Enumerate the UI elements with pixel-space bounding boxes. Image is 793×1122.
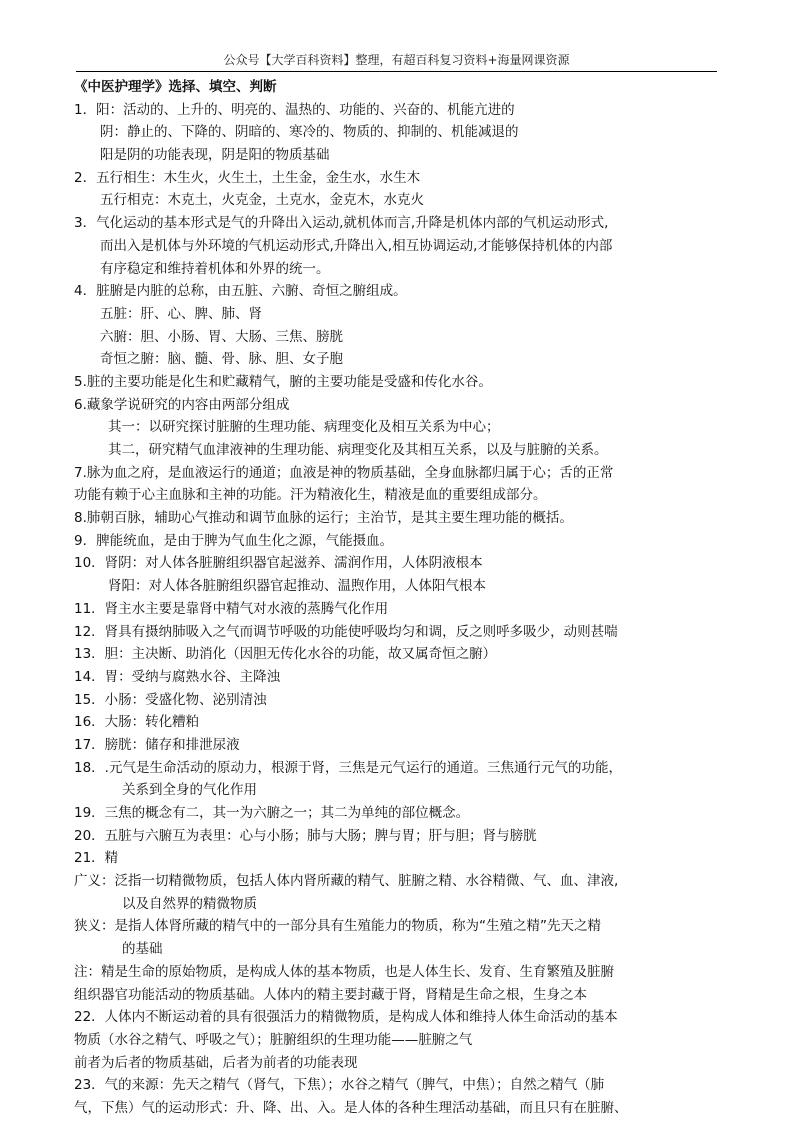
text-line: 15．小肠：受盛化物、泌别清浊: [74, 691, 267, 708]
text-line: 6.藏象学说研究的内容由两部分组成: [74, 396, 290, 413]
text-line: 2．五行相生：木生火，火生土，土生金，金生水，水生木: [74, 169, 421, 186]
text-line: 17．膀胱：储存和排泄尿液: [74, 736, 240, 753]
text-line: 奇恒之腑：脑、髓、骨、脉、胆、女子胞: [100, 351, 343, 368]
text-line: 其二，研究精气血津液神的生理功能、病理变化及其相互关系，以及与脏腑的关系。: [108, 442, 608, 458]
text-line: 肾阳：对人体各脏腑组织器官起推动、温煦作用，人体阳气根本: [108, 578, 486, 595]
text-lines: [74, 99, 724, 1120]
text-line: 阴：静止的、下降的、阴暗的、寒冷的、物质的、抑制的、机能减退的: [100, 124, 519, 141]
text-line: 组织器官功能活动的物质基础。人体内的精主要封藏于肾，肾精是生命之根，生身之本: [74, 986, 587, 1003]
text-line: 14．胃：受纳与腐熟水谷、主降浊: [74, 668, 281, 685]
text-line: 5.脏的主要功能是化生和贮藏精气，腑的主要功能是受盛和传化水谷。: [74, 373, 492, 390]
text-line: 五脏：肝、心、脾、肺、肾: [100, 305, 262, 322]
text-line: 功能有赖于心主血脉和主神的功能。汗为精液化生，精液是血的重要组成部分。: [74, 487, 547, 504]
text-line: 18．.元气是生命活动的原动力，根源于肾，三焦是元气运行的通道。三焦通行元气的功能，: [74, 759, 622, 776]
text-line: 物质（水谷之精气、呼吸之气）；脏腑组织的生理功能——脏腑之气: [74, 1031, 473, 1048]
text-line: 广义：泛指一切精微物质，包括人体内肾所藏的精气、脏腑之精、水谷精微、气、血、津液,: [74, 873, 619, 890]
text-line: 20．五脏与六腑互为表里：心与小肠；肺与大肠；脾与胃；肝与胆；肾与膀胱: [74, 827, 537, 844]
text-line: 前者为后者的物质基础，后者为前者的功能表现: [74, 1054, 358, 1071]
text-line: 1．阳：活动的、上升的、明亮的、温热的、功能的、兴奋的、机能亢进的: [74, 101, 515, 118]
text-line: 10．肾阴：对人体各脏腑组织器官起滋养、濡润作用，人体阴液根本: [74, 555, 483, 572]
text-line: 以及自然界的精微物质: [122, 895, 257, 912]
text-line: 3．气化运动的基本形式是气的升降出入运动,就机体而言,升降是机体内部的气机运动形式,: [74, 215, 609, 232]
text-line: 13．胆：主决断、助消化（因胆无传化水谷的功能，故又属奇恒之腑）: [74, 646, 497, 663]
text-line: 9．脾能统血，是由于脾为气血生化之源，气能摄血。: [74, 532, 394, 549]
text-line: 16．大肠：转化糟粕: [74, 714, 200, 731]
document-title: 《中医护理学》选择、填空、判断: [74, 79, 277, 95]
text-line: 六腑：胆、小肠、胃、大肠、三焦、膀胱: [100, 328, 343, 345]
text-line: 21．精: [74, 850, 119, 867]
text-line: 的基础: [122, 941, 163, 958]
text-line: 气，下焦）气的运动形式：升、降、出、入。是人体的各种生理活动基础，而且只有在脏腑、: [74, 1099, 628, 1116]
text-line: 4．脏腑是内脏的总称，由五脏、六腑、奇恒之腑组成。: [74, 283, 407, 300]
page-header: 公众号【大学百科资料】整理，有超百科复习资料+海量网课资源: [223, 53, 570, 67]
text-line: 五行相克：木克土，火克金，土克水，金克木，水克火: [100, 192, 424, 209]
text-line: 7.脉为血之府，是血液运行的通道；血液是神的物质基础，全身血脉都归属于心；舌的正常: [74, 464, 614, 481]
text-line: 11．肾主水主要是靠肾中精气对水液的蒸腾气化作用: [74, 600, 389, 617]
text-line: 23．气的来源：先天之精气（肾气，下焦）；水谷之精气（脾气，中焦）；自然之精气（肺: [74, 1077, 605, 1094]
text-line: 而出入是机体与外环境的气机运动形式,升降出入,相互协调运动,才能够保持机体的内部: [100, 237, 613, 254]
document-body: [74, 76, 724, 1120]
text-line: 有序稳定和维持着机体和外界的统一。: [100, 260, 330, 277]
text-line: 其一：以研究探讨脏腑的生理功能、病理变化及相互关系为中心；: [108, 419, 500, 436]
text-line: 12．肾具有摄纳肺吸入之气而调节呼吸的功能使呼吸均匀和调，反之则呼多吸少，动则甚喘: [74, 623, 618, 640]
text-line: 阳是阴的功能表现，阴是阳的物质基础: [100, 147, 330, 164]
text-line: 22．人体内不断运动着的具有很强活力的精微物质，是构成人体和维持人体生命活动的基本: [74, 1009, 618, 1026]
text-line: 狭义：是指人体肾所藏的精气中的一部分具有生殖能力的物质，称为“生殖之精”先天之精: [74, 918, 601, 935]
header-divider: [76, 71, 717, 72]
text-line: 19．三焦的概念有二，其一为六腑之一；其二为单纯的部位概念。: [74, 805, 470, 821]
text-line: 注：精是生命的原始物质，是构成人体的基本物质，也是人体生长、发育、生育繁殖及脏腑: [74, 963, 614, 980]
text-line: 8.肺朝百脉，辅助心气推动和调节血脉的运行；主治节，是其主要生理功能的概括。: [74, 510, 573, 527]
text-line: 关系到全身的气化作用: [122, 782, 257, 799]
